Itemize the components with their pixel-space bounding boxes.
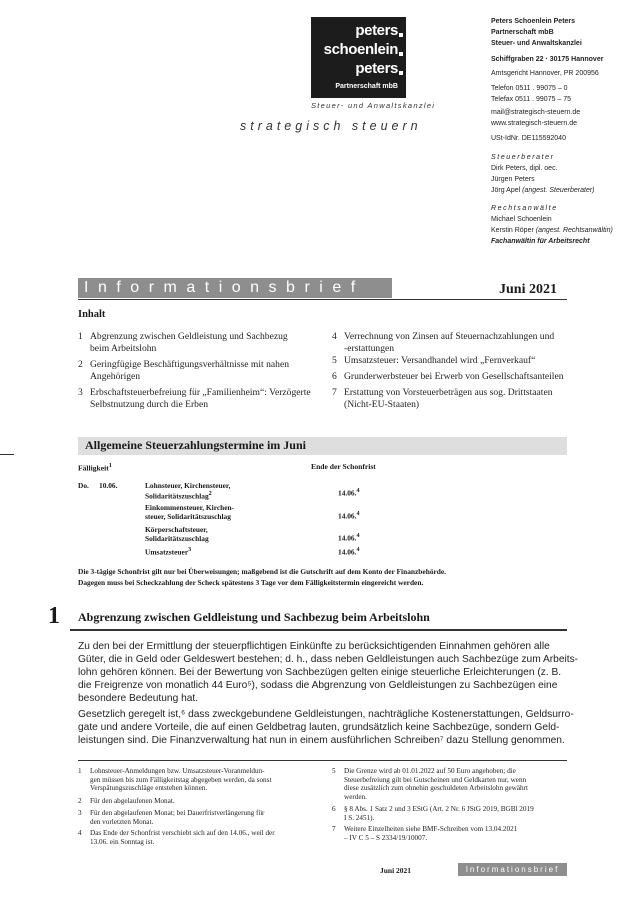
footnote-line: Steuerbefreiung gilt bei Gutscheinen und Geldkarten nur, wenn: [344, 775, 527, 784]
toc-number: 3: [78, 387, 83, 398]
footnote-ref: 4: [356, 547, 360, 553]
tax-label-line: Körperschaftsteuer,: [145, 525, 208, 534]
toc-number: 4: [332, 331, 337, 342]
tax-end-date: 14.06.: [338, 488, 357, 498]
logo-dot: [399, 33, 403, 37]
toc-number: 7: [332, 387, 337, 398]
article-text-line: Zu den bei der Ermittlung der steuerpflichtigen Einkünfte zu berücksichtigenden Einnahmen gehören alle: [78, 641, 550, 652]
tax-row-label: [145, 525, 209, 543]
rechtsanwalt-name-roeper: [491, 226, 613, 235]
logo-subtitle: Partnerschaft mbB: [335, 83, 398, 90]
footnote-text: [90, 767, 271, 793]
article-text-line: besondere Bedeutung hat.: [78, 693, 199, 704]
article-text-line: die Freigrenze von monatlich 44 Euro⁵), sodass die Abgrenzung von Geldleistungen zu Sachbezügen eine: [78, 680, 558, 691]
tax-label-line: Solidaritätszuschlag: [145, 534, 209, 543]
firm-logo: [311, 17, 406, 98]
toc-item[interactable]: [78, 387, 333, 411]
steuerberater-heading: Steuerberater: [491, 154, 555, 161]
informationsbrief-banner: Informationsbrief: [78, 278, 392, 298]
toc-line: (Nicht-EU-Staaten): [344, 398, 420, 410]
tax-label-line: Umsatzsteuer: [145, 547, 189, 557]
toc-item[interactable]: [78, 359, 328, 383]
toc-line: Erbschaftsteuerbefreiung für „Familienheim“: Verzögerte: [90, 387, 311, 398]
footnote-line: 13.06. ein Sonntag ist.: [90, 837, 155, 846]
tax-row-end: [338, 487, 360, 497]
logo-line-1: peters: [355, 22, 398, 39]
due-day: Do.: [78, 481, 89, 490]
steuerberater-name: Dirk Peters, dipl. oec.: [491, 165, 558, 172]
footnote-ref: 4: [356, 488, 360, 494]
due-date: 10.06.: [99, 481, 118, 490]
firm-type: Steuer- und Anwaltskanzlei: [491, 40, 582, 47]
toc-number: 2: [78, 359, 83, 370]
logo-line-3: peters: [355, 60, 398, 77]
toc-item[interactable]: [332, 387, 572, 411]
divider: [78, 299, 567, 300]
footnote-number: 7: [332, 825, 336, 833]
footnote-line: diese zusätzlich zum ohnehin geschuldeten Arbeitslohn gewährt: [344, 784, 529, 793]
footnote-text: [90, 809, 264, 826]
footnote-line: den vorletzten Monat.: [90, 817, 154, 826]
toc-line: Verrechnung von Zinsen auf Steuernachzahlungen und: [344, 331, 555, 342]
rechtsanwaelte-heading: Rechtsanwälte: [491, 205, 558, 212]
toc-text: [90, 387, 311, 410]
tax-row-end: [338, 532, 360, 542]
footnote-number: 1: [78, 767, 82, 775]
toc-text: [90, 359, 289, 382]
footnote-line: Lohnsteuer-Anmeldungen bzw. Umsatzsteuer-Voranmeldun-: [90, 767, 265, 775]
toc-line: Selbstnutzung durch die Erben: [90, 398, 209, 410]
footnote-text: [344, 767, 528, 801]
footnote-text: [344, 825, 517, 842]
footnote-ref: 2: [208, 491, 212, 497]
toc-text: [90, 331, 288, 354]
toc-line: beim Arbeitslohn: [90, 342, 157, 354]
tax-label-line: steuer, Solidaritätszuschlag: [145, 512, 231, 521]
firm-fax: Telefax 0511 . 99075 – 75: [491, 96, 572, 103]
footnote-number: 2: [78, 797, 82, 805]
toc-line: Geringfügige Beschäftigungsverhältnisse mit nahen: [90, 359, 290, 370]
firm-phone: Telefon 0511 . 99075 – 0: [491, 85, 568, 92]
footnote-number: 6: [332, 805, 336, 813]
toc-text: Umsatzsteuer: Versandhandel wird „Fernverkauf“: [344, 355, 536, 366]
footnote-text: Für den abgelaufenen Monat.: [90, 797, 175, 805]
article-number: 1: [48, 603, 60, 629]
footnote-text: [344, 805, 534, 822]
tax-row-end: [338, 510, 360, 520]
footnote-number: 5: [332, 767, 336, 775]
footnote-line: Für den abgelaufenen Monat; bei Dauerfristverlängerung für: [90, 809, 265, 817]
tax-end-date: 14.06.: [338, 511, 357, 521]
footnote-line: werden.: [344, 792, 367, 801]
rechtsanwalt-name: Michael Schoenlein: [491, 216, 552, 223]
article-text-line: Gesetzlich geregelt ist,⁶ dass zweckgebundene Geldleistungen, nachträgliche Kostenerstattungen, Geldsurro-: [78, 709, 574, 720]
toc-item[interactable]: [332, 331, 572, 355]
footnote-line: Verspätungszuschläge entstehen können.: [90, 784, 208, 793]
article-text-line: lohn gehören können. Bei der Bewertung von Sachbezügen gelten einige steuerliche Erleichterungen (z. B.: [78, 667, 562, 678]
article-text-line: gate und andere Vorteile, die auf einen Geldbetrag lauten, grundsätzlich keine Sachbezüge, sondern Geld-: [78, 722, 560, 733]
footnote-line: Weitere Einzelheiten siehe BMF-Schreiben vom 13.04.2021: [344, 825, 518, 833]
steuerberater-apel-note: (angest. Steuerberater): [522, 187, 595, 194]
footnote-line: – IV C 5 – S 2334/19/10007.: [344, 833, 428, 842]
footer-date: Juni 2021: [380, 866, 412, 875]
toc-line: Abgrenzung zwischen Geldleistung und Sachbezug: [90, 331, 288, 342]
article-title: Abgrenzung zwischen Geldleistung und Sachbezug beim Arbeitslohn: [78, 610, 430, 624]
rechtsanwalt-roeper-note: (angest. Rechtsanwältin): [535, 227, 613, 234]
slogan: strategisch steuern: [240, 119, 422, 133]
footnote-ref: 3: [188, 547, 192, 553]
toc-number: 1: [78, 331, 83, 342]
schonfrist-note: Die 3-tägige Schonfrist gilt nur bei Überweisungen; maßgebend ist die Gutschrift auf dem Konto der Finanzbehörde.: [78, 567, 447, 576]
margin-mark: [0, 454, 14, 455]
toc-text: [344, 331, 554, 354]
col-faelligkeit: [78, 462, 112, 473]
tax-label-line: Solidaritätszuschlag: [145, 491, 209, 501]
firm-ust-id: USt-IdNr. DE115592040: [491, 135, 566, 142]
toc-number: 6: [332, 371, 337, 382]
tax-row-end: [338, 546, 360, 556]
footnote-text: [90, 829, 275, 846]
steuerberater-name-apel: [491, 186, 595, 195]
toc-line: Angehörigen: [90, 370, 141, 382]
steuerberater-name: Jürgen Peters: [491, 176, 535, 183]
issue-date: Juni 2021: [499, 282, 557, 297]
firm-court: Amtsgericht Hannover, PR 200956: [491, 70, 599, 77]
fachanwaeltin-label: Fachanwältin für Arbeitsrecht: [491, 238, 590, 245]
tax-row-label: [145, 481, 230, 500]
logo-line-2: schoenlein: [323, 41, 398, 58]
toc-text: Grunderwerbsteuer bei Erwerb von Gesellschaftsanteilen: [344, 371, 564, 382]
col-schonfrist: Ende der Schonfrist: [311, 462, 376, 471]
firm-mail-link[interactable]: mail@strategisch-steuern.de: [491, 109, 581, 116]
footnote-line: Die Grenze wird ab 01.01.2022 auf 50 Euro angehoben; die: [344, 767, 516, 775]
rechtsanwalt-roeper-name: Kerstin Röper: [491, 227, 534, 234]
firm-form: Partnerschaft mbB: [491, 29, 554, 36]
firm-street: Schiffgraben 22 · 30175 Hannover: [491, 56, 604, 63]
footnote-line: gen müssen bis zum Fälligkeitstag abgegeben werden, da sonst: [90, 775, 272, 784]
footnote-line: I S. 2451).: [344, 813, 375, 822]
toc-item[interactable]: [78, 331, 328, 355]
footer-label: Informationsbrief: [458, 863, 567, 876]
tax-row-label: [145, 503, 234, 521]
tax-end-date: 14.06.: [338, 547, 357, 557]
footnote-line: Das Ende der Schonfrist verschiebt sich auf den 14.06., weil der: [90, 829, 275, 837]
toc-number: 5: [332, 355, 337, 366]
toc-line: Erstattung von Vorsteuerbeträgen aus sog. Drittstaaten: [344, 387, 553, 398]
footnote-ref: 4: [356, 511, 360, 517]
footnote-divider: [78, 760, 567, 761]
scheck-note: Dagegen muss bei Scheckzahlung der Scheck spätestens 3 Tage vor dem Fälligkeitstermin eingereicht werden.: [78, 578, 424, 587]
footnote-line: § 8 Abs. 1 Satz 2 und 3 EStG (Art. 2 Nr. 6 JStG 2019, BGBl 2019: [344, 805, 534, 813]
tax-label-line: Lohnsteuer, Kirchensteuer,: [145, 481, 231, 490]
termine-title: Allgemeine Steuerzahlungstermine im Juni: [85, 438, 306, 452]
article-text-line: Güter, die in Geld oder Geldeswert bestehen; d. h., dass neben Geldleistungen auch Sachbezüge zum Arbeits-: [78, 654, 579, 665]
inhalt-heading: Inhalt: [78, 309, 106, 320]
footnote-ref: 4: [356, 533, 360, 539]
footnote-number: 4: [78, 829, 82, 837]
article-text-line: leistungen sind. Die Finanzverwaltung hat nun in einem ausführlichen Schreiben⁷ dazu Stellung genommen.: [78, 735, 565, 746]
tax-row-label: [145, 546, 191, 556]
toc-item[interactable]: [332, 355, 572, 367]
logo-tagline: Steuer- und Anwaltskanzlei: [311, 101, 436, 110]
logo-dot: [399, 71, 403, 75]
footnote-ref: 1: [108, 462, 112, 469]
tax-end-date: 14.06.: [338, 533, 357, 543]
col-faelligkeit-label: Fälligkeit: [78, 463, 109, 473]
article-divider: [70, 629, 567, 631]
firm-web-link[interactable]: www.strategisch-steuern.de: [491, 120, 577, 127]
toc-line: -erstattungen: [344, 342, 395, 354]
footnote-number: 3: [78, 809, 82, 817]
toc-item[interactable]: [332, 371, 572, 383]
toc-text: [344, 387, 553, 410]
steuerberater-apel-name: Jörg Apel: [491, 187, 521, 194]
logo-dot: [399, 52, 403, 56]
firm-name: Peters Schoenlein Peters: [491, 18, 576, 25]
tax-label-line: Einkommensteuer, Kirchen-: [145, 503, 235, 512]
